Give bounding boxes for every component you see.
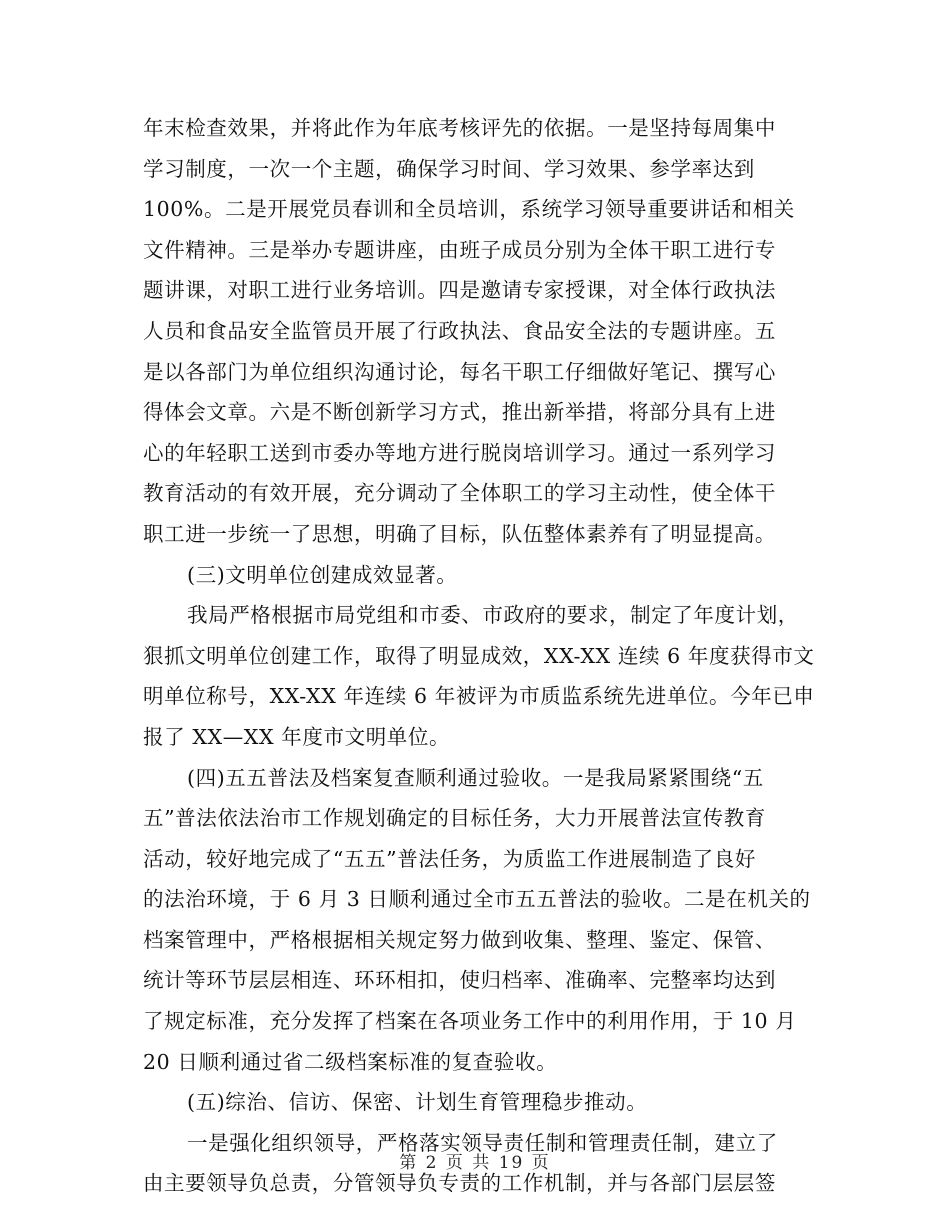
- text-line: 我局严格根据市局党组和市委、市政府的要求，制定了年度计划，: [187, 603, 799, 628]
- text-line: 学习制度，一次一个主题，确保学习时间、学习效果、参学率达到: [143, 156, 755, 181]
- text-line: 由主要领导负总责，分管领导负专责的工作机制，并与各部门层层签: [143, 1171, 776, 1196]
- text-line: 教育活动的有效开展，充分调动了全体职工的学习主动性，使全体干: [143, 481, 776, 506]
- text-line: (四)五五普法及档案复查顺利通过验收。一是我局紧紧围绕“五: [187, 765, 764, 790]
- document-body: [143, 108, 815, 1204]
- text-line: 心的年轻职工送到市委办等地方进行脱岗培训学习。通过一系列学习: [143, 440, 776, 465]
- text-line: 人员和食品安全监管员开展了行政执法、食品安全法的专题讲座。五: [143, 318, 776, 343]
- text-line: 100%。二是开展党员春训和全员培训，系统学习领导重要讲话和相关: [143, 197, 795, 222]
- text-line: 统计等环节层层相连、环环相扣，使归档率、准确率、完整率均达到: [143, 968, 776, 993]
- text-line: 活动，较好地完成了“五五”普法任务，为质监工作进展制造了良好: [143, 846, 756, 871]
- text-line: 年末检查效果，并将此作为年底考核评先的依据。一是坚持每周集中: [143, 116, 776, 140]
- text-line: (三)文明单位创建成效显著。: [187, 562, 458, 587]
- text-line: 档案管理中，严格根据相关规定努力做到收集、整理、鉴定、保管、: [143, 927, 776, 952]
- text-line: 的法治环境，于 6 月 3 日顺利通过全市五五普法的验收。二是在机关的: [143, 887, 811, 912]
- text-line: 明单位称号，XX-XX 年连续 6 年被评为市质监系统先进单位。今年已申: [143, 684, 815, 709]
- text-line: 题讲课，对职工进行业务培训。四是邀请专家授课，对全体行政执法: [143, 278, 776, 303]
- text-line: 得体会文章。六是不断创新学习方式，推出新举措，将部分具有上进: [143, 400, 776, 425]
- text-line: (五)综治、信访、保密、计划生育管理稳步推动。: [187, 1090, 648, 1115]
- text-line: 报了 XX—XX 年度市文明单位。: [143, 724, 451, 749]
- page-footer: 第 2 页 共 19 页: [399, 1153, 551, 1173]
- text-line: 文件精神。三是举办专题讲座，由班子成员分别为全体干职工进行专: [143, 237, 776, 262]
- text-line: 是以各部门为单位组织沟通讨论，每名干职工仔细做好笔记、撰写心: [143, 359, 776, 384]
- text-line: 狠抓文明单位创建工作，取得了明显成效，XX-XX 连续 6 年度获得市文: [143, 643, 815, 668]
- text-line: 职工进一步统一了思想，明确了目标，队伍整体素养有了明显提高。: [143, 521, 776, 546]
- text-line: 五”普法依法治市工作规划确定的目标任务，大力开展普法宣传教育: [143, 806, 766, 831]
- text-line: 20 日顺利通过省二级档案标准的复查验收。: [143, 1049, 558, 1074]
- text-line: 了规定标准，充分发挥了档案在各项业务工作中的利用作用，于 10 月: [143, 1009, 797, 1034]
- text-line: 一是强化组织领导，严格落实领导责任制和管理责任制，建立了: [187, 1130, 778, 1155]
